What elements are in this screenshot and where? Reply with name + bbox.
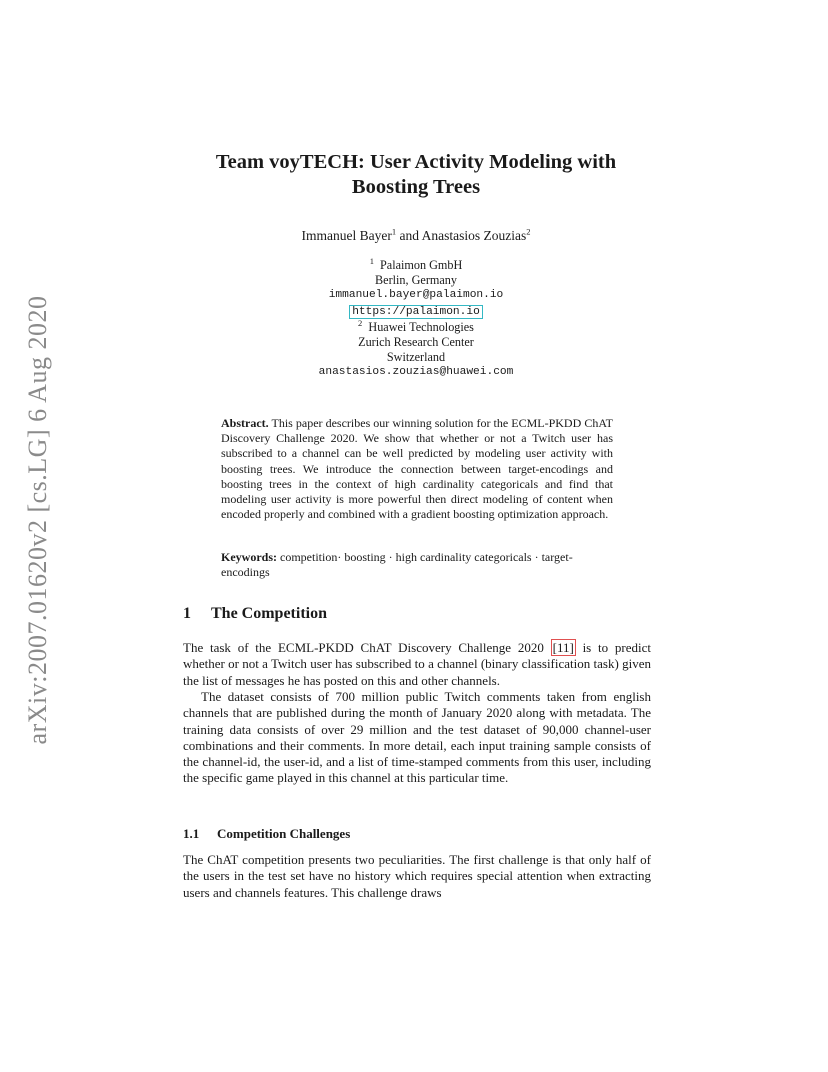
- affiliation-mark: 1: [369, 255, 374, 266]
- section-number: 1: [183, 605, 191, 622]
- affiliation-name: Palaimon GmbH: [380, 258, 463, 272]
- paragraph-text: The task of the ECML-PKDD ChAT Discovery Challenge 2020: [183, 640, 551, 655]
- affiliation-mark: 1: [391, 226, 397, 237]
- arxiv-identifier-stamp: arXiv:2007.01620v2 [cs.LG] 6 Aug 2020: [23, 295, 52, 745]
- subsection-number: 1.1: [183, 826, 200, 841]
- keywords-label: Keywords:: [221, 550, 277, 564]
- keywords: [221, 550, 613, 580]
- paragraph-text: is to predict whether or not a Twitch user has subscribed to a channel (binary classification task) given the list of messages he has posted on this and other channels.: [183, 640, 651, 688]
- paper-title: [150, 150, 682, 200]
- keywords-text: competition· boosting · high cardinality categoricals · target-encodings: [221, 550, 573, 580]
- citation-link[interactable]: [11]: [552, 640, 574, 655]
- paragraph: [183, 640, 651, 689]
- affiliation-url-link[interactable]: https://palaimon.io: [349, 305, 483, 319]
- author-name: Immanuel Bayer: [301, 228, 392, 243]
- affiliation-center: Zurich Research Center: [358, 335, 474, 349]
- affiliations: [150, 255, 682, 380]
- section-title: The Competition: [211, 605, 327, 622]
- author-separator: and: [396, 228, 422, 243]
- author-name: Anastasios Zouzias: [421, 228, 527, 243]
- subsection-heading: [183, 826, 350, 842]
- paragraph: The ChAT competition presents two peculiarities. The first challenge is that only half of the users in the test set have no history which requires special attention when extracting users and channels features. This challenge draws: [183, 852, 651, 900]
- paragraph: The dataset consists of 700 million public Twitch comments taken from english channels that are published during the month of January 2020 along with metadata. The training data consists of over 29 million and the test dataset of 90,000 channel-user combinations and their comments. In more detail, each input training sample consists of the channel-id, the user-id, and a list of time-stamped comments from this user, including the specific game played in this channel at this particular time.: [183, 689, 651, 786]
- title-line-1: Team voyTECH: User Activity Modeling with: [215, 151, 617, 173]
- abstract-text: This paper describes our winning solution for the ECML-PKDD ChAT Discovery Challenge 2020. We show that whether or not a Twitch user has subscribed to a channel can be well predicted by modeling user activity with boosting trees. We introduce the connection between target-encodings and boosting trees in the context of high cardinality categoricals and find that modeling user activity is more powerful then direct modeling of content when encoded properly and combined with a gradient boosting optimization approach.: [221, 416, 613, 522]
- affiliation-name: Huawei Technologies: [368, 320, 474, 334]
- abstract-label: Abstract.: [221, 416, 269, 430]
- section-heading: [183, 605, 327, 623]
- affiliation-country: Switzerland: [386, 350, 446, 364]
- title-line-2: Boosting Trees: [351, 176, 481, 198]
- affiliation-mark: 2: [526, 226, 531, 237]
- author-email[interactable]: immanuel.bayer@palaimon.io: [328, 289, 504, 301]
- author-line: [150, 228, 682, 244]
- subsection-title: Competition Challenges: [217, 826, 351, 841]
- author-email[interactable]: anastasios.zouzias@huawei.com: [318, 366, 514, 378]
- affiliation-mark: 2: [358, 317, 363, 328]
- abstract: [221, 416, 613, 522]
- affiliation-city: Berlin, Germany: [375, 273, 457, 287]
